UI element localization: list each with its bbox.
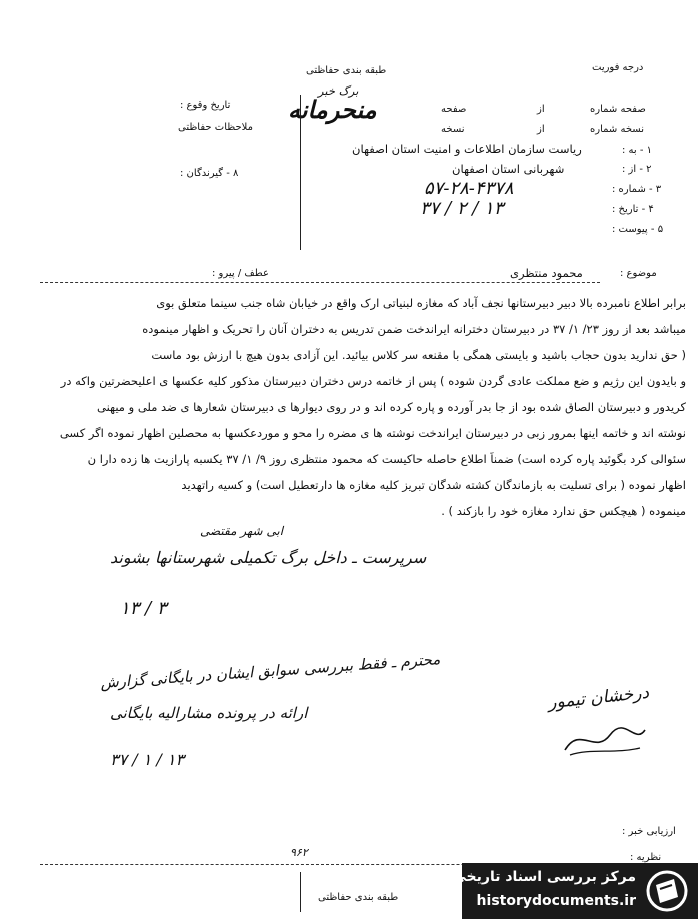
handwritten-note: محترم ـ فقط ببررسی سوابق ایشان در بایگانی گزارش [99,650,441,692]
footer-divider [300,872,301,912]
handwritten-note: سرپرست ـ داخل برگ تکمیلی شهرستانها بشوند [110,548,427,567]
copy-total-label: نسخه [441,124,465,135]
classification-bottom: طبقه بندی حفاظتی [318,892,399,903]
body-line: مینموده ( هیچکس حق ندارد مغازه خود را بازکند ) . [441,504,686,518]
handwritten-note: ۳ / ۱۳ [120,598,167,619]
number-value: ۵۷-۲۸-۴۳۷۸ [424,178,514,199]
to-label: ۱ - به : [622,145,653,156]
page-number-label: صفحه شماره [590,104,646,115]
to-value: ریاست سازمان اطلاعات و امنیت استان اصفهان [352,142,582,156]
subject-value: محمود منتظری [510,266,583,280]
body-line: نوشته اند و خاتمه اینها بمرور زبی در دبیرستان ایراندخت نوشته ها ی مضره را محو و موردعکسها به محصلین اظهار نموده اگر کسی [59,426,686,440]
signature-name: درخشان تیمور [547,682,650,714]
handwritten-note: ۱۳ / ۱ / ۳۷ [110,750,185,769]
watermark-banner [452,863,698,919]
date-label: ۴ - تاریخ : [612,204,654,215]
header-divider [300,95,301,250]
occurrence-date-label: تاریخ وقوع : [180,100,231,111]
archive-logo-icon [644,869,690,913]
subject-rule [40,282,600,283]
body-line: میباشد بعد از روز ۲۳/ ۱/ ۳۷ در دبیرستان دخترانه ایراندخت ضمن تدریس به دختران آنان را تحریک و اظهار مینموده [142,322,686,336]
copy-number-label: نسخه شماره [590,124,644,135]
analysis-label: نظریه : [630,852,662,863]
body-line: و بایدون این رژیم و ضع مملکت عادی گردن شوده ) پس از خاتمه درس دختران دبیرستان مذکور کلیه عکسها ی اعلیحضرتین واکه در [60,374,686,388]
body-line: سئوالی کرد بگوئید پاره کرده است) ضمناً اطلاع حاصله حاکیست که محمود منتظری روز ۹/ ۱/ ۳۷ یکسبه پارازیت ها زده دارا ن [87,452,686,466]
priority-label: درجه فوریت [592,62,644,73]
handwritten-note: ابی شهر مقتضی [200,524,284,538]
watermark-website: historydocuments.ir [476,893,636,909]
source-label: ارزیابی خبر : [622,826,676,837]
number-label: ۳ - شماره : [612,184,662,195]
body-line: برابر اطلاع نامبرده بالا دبیر دبیرستانها نجف آباد که مغازه لبنیاتی ارک واقع در خیابان شاه جنب سینما متعلق بوی [156,296,686,310]
attachment-label: ۵ - پیوست : [612,224,664,235]
body-line: ( حق ندارید بدون حجاب باشید و بایستی همگی با مقنعه سر کلاس بیائید. این آزادی بدون هیچ با ارزش بود ماست [151,348,686,362]
page-total-label: صفحه [441,104,467,115]
page-from-label: از [537,104,545,115]
recipients-label: ۸ - گیرندگان : [180,168,239,179]
date-value: ۱۳ / ۲ / ۳۷ [420,198,504,219]
page-mark: ۹۶۲ [290,846,308,859]
from-field-label: ۲ - از : [622,164,652,175]
body-line: کریدور و دبیرستان الصاق شده بود از جا بدر آورده و پاره کرده اند و در روی دیوارها ی دبیرستان شعارها ی ضد ملی و میهنی [96,400,686,414]
from-field-value: شهربانی استان اصفهان [452,162,565,176]
signature-scribble [560,720,650,760]
form-title: برگ خبر [318,84,359,98]
watermark-org-name: مرکز بررسی اسناد تاریخی [452,869,636,885]
subject-label: موضوع : [620,268,657,279]
copy-from-label: از [537,124,545,135]
security-notes-label: ملاحظات حفاظتی [178,122,253,133]
handwritten-note: ارائه در پرونده مشارالیه بایگانی [110,704,308,722]
reference-label: عطف / پیرو : [212,268,269,279]
classification-top: طبقه بندی حفاظتی [306,65,387,76]
body-line: اظهار نموده ( برای تسلیت به بازماندگان کشته شدگان تبریز کلیه مغازه ها دارتعطیل است) و کسیه راتهدید [181,478,686,492]
confidential-stamp: منحرمانه [288,95,377,124]
